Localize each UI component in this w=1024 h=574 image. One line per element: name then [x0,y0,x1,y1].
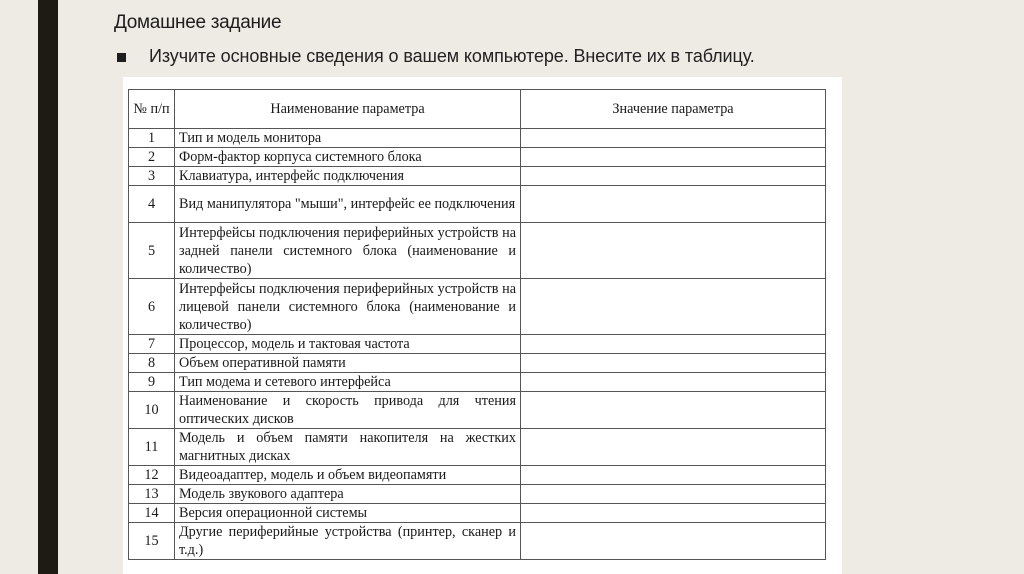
table-row [129,485,826,504]
parameters-table [128,89,826,560]
parameter-value-cell [521,223,826,279]
parameter-name: Вид манипулятора "мыши", интерфейс ее подключения [175,186,521,223]
table-row [129,429,826,466]
table-row [129,354,826,373]
header-num: № п/п [129,90,175,129]
table-row [129,129,826,148]
parameter-name: Интерфейсы подключения периферийных устройств на лицевой панели системного блока (наименование и количество) [175,279,521,335]
parameter-value-cell [521,523,826,560]
parameter-name: Модель звукового адаптера [175,485,521,504]
parameter-name: Интерфейсы подключения периферийных устройств на задней панели системного блока (наименование и количество) [175,223,521,279]
parameter-name: Объем оперативной памяти [175,354,521,373]
decorative-side-bar [38,0,58,574]
table-row [129,466,826,485]
bullet-text: Изучите основные сведения о вашем компьютере. Внесите их в таблицу. [149,46,755,66]
parameter-value-cell [521,504,826,523]
row-number: 3 [129,167,175,186]
table-row [129,392,826,429]
row-number: 13 [129,485,175,504]
table-row [129,504,826,523]
parameter-name: Версия операционной системы [175,504,521,523]
parameter-value-cell [521,167,826,186]
parameter-name: Наименование и скорость привода для чтения оптических дисков [175,392,521,429]
parameter-value-cell [521,129,826,148]
parameter-value-cell [521,148,826,167]
table-row [129,167,826,186]
table-image-panel [123,77,842,574]
parameter-value-cell [521,354,826,373]
table-row [129,223,826,279]
parameter-name: Процессор, модель и тактовая частота [175,335,521,354]
row-number: 11 [129,429,175,466]
parameter-value-cell [521,392,826,429]
row-number: 7 [129,335,175,354]
parameter-name: Видеоадаптер, модель и объем видеопамяти [175,466,521,485]
parameter-value-cell [521,279,826,335]
table-row [129,335,826,354]
parameter-name: Другие периферийные устройства (принтер, сканер и т.д.) [175,523,521,560]
square-bullet-icon [117,53,126,62]
parameter-name: Модель и объем памяти накопителя на жестких магнитных дисках [175,429,521,466]
row-number: 4 [129,186,175,223]
slide-title: Домашнее задание [114,12,282,33]
table-row [129,186,826,223]
table-row [129,279,826,335]
parameter-value-cell [521,429,826,466]
parameter-name: Тип модема и сетевого интерфейса [175,373,521,392]
row-number: 6 [129,279,175,335]
table-row [129,523,826,560]
parameter-name: Тип и модель монитора [175,129,521,148]
parameter-value-cell [521,186,826,223]
parameter-name: Клавиатура, интерфейс подключения [175,167,521,186]
parameter-value-cell [521,485,826,504]
row-number: 9 [129,373,175,392]
row-number: 1 [129,129,175,148]
table-row [129,373,826,392]
row-number: 12 [129,466,175,485]
row-number: 10 [129,392,175,429]
row-number: 8 [129,354,175,373]
row-number: 15 [129,523,175,560]
header-value: Значение параметра [521,90,826,129]
table-header-row [129,90,826,129]
row-number: 5 [129,223,175,279]
parameter-value-cell [521,466,826,485]
parameter-value-cell [521,373,826,392]
header-name: Наименование параметра [175,90,521,129]
row-number: 14 [129,504,175,523]
row-number: 2 [129,148,175,167]
table-body [129,129,826,560]
table-row [129,148,826,167]
bullet-item [117,46,755,67]
parameter-value-cell [521,335,826,354]
parameter-name: Форм-фактор корпуса системного блока [175,148,521,167]
